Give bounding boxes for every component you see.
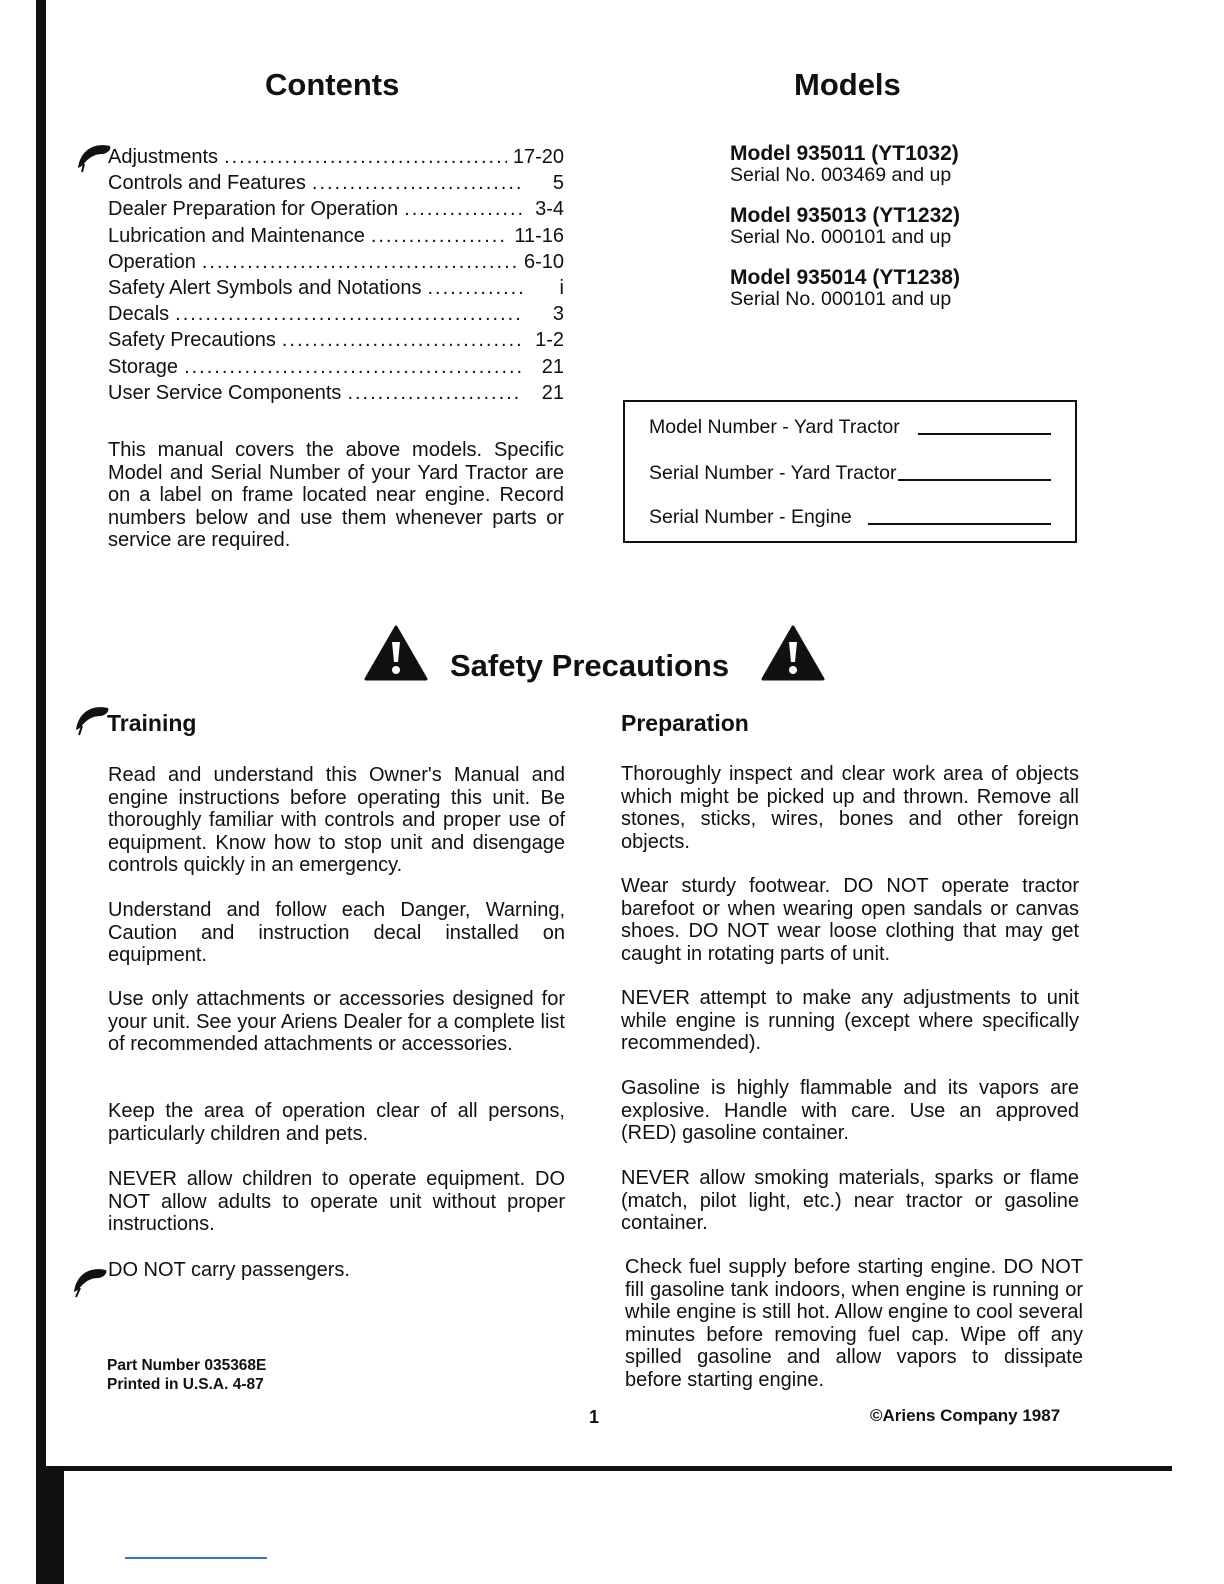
preparation-paragraph: Gasoline is highly flammable and its vapors are explosive. Handle with care. Use an approved (RED) gasoline container. (621, 1077, 1079, 1144)
warning-triangle-icon (761, 624, 825, 682)
warning-triangle-icon (364, 624, 428, 682)
training-paragraph: Keep the area of operation clear of all persons, particularly children and pets. (108, 1100, 565, 1145)
model-serial: Serial No. 000101 and up (730, 288, 952, 310)
model-name: Model 935013 (YT1232) (730, 204, 960, 227)
page-left-edge (36, 0, 46, 1584)
toc-entry[interactable]: Decals ..... 3 (108, 301, 564, 327)
model-name: Model 935014 (YT1238) (730, 266, 960, 289)
preparation-paragraph: Wear sturdy footwear. DO NOT operate tractor barefoot or when wearing open sandals or canvas shoes. DO NOT wear loose clothing that may get caught in rotating parts of unit. (621, 875, 1079, 965)
model-serial: Serial No. 003469 and up (730, 164, 952, 186)
toc-entry[interactable]: Operation ..... 6-10 (108, 249, 564, 275)
model-entry (730, 267, 1050, 310)
training-paragraph: Use only attachments or accessories designed for your unit. See your Ariens Dealer for a complete list of recommended attachments or accessories. (108, 988, 565, 1055)
safety-title: Safety Precautions (450, 648, 730, 683)
contents-title: Contents (265, 67, 400, 102)
record-blank-line[interactable] (918, 433, 1051, 435)
record-row-serial-engine (649, 506, 1051, 529)
model-serial: Serial No. 000101 and up (730, 226, 952, 248)
copyright: ©Ariens Company 1987 (870, 1406, 1061, 1425)
record-row-model-number (649, 416, 1051, 439)
scan-blue-line (125, 1557, 267, 1559)
models-title: Models (794, 67, 901, 102)
model-entry (730, 205, 1050, 248)
training-paragraph: DO NOT carry passengers. (108, 1259, 350, 1281)
contents-list (108, 144, 564, 406)
toc-entry[interactable]: Dealer Preparation for Operation ..... 3-4 (108, 196, 564, 222)
record-blank-line[interactable] (868, 523, 1051, 525)
training-heading: Training (107, 710, 197, 736)
serial-record-box (623, 400, 1077, 543)
model-name: Model 935011 (YT1032) (730, 142, 959, 165)
printed-date: Printed in U.S.A. 4-87 (107, 1376, 264, 1393)
toc-entry[interactable]: Adjustments ..... 17-20 (108, 144, 564, 170)
training-paragraph: Understand and follow each Danger, Warning, Caution and instruction decal installed on equipment. (108, 899, 565, 966)
toc-entry[interactable]: Safety Alert Symbols and Notations ..... i (108, 275, 564, 301)
page-number: 1 (589, 1407, 600, 1427)
preparation-paragraph: NEVER allow smoking materials, sparks or flame (match, pilot light, etc.) near tractor or gasoline container. (621, 1167, 1079, 1234)
record-row-serial-tractor (649, 462, 1051, 485)
preparation-heading: Preparation (621, 710, 749, 736)
record-label: Serial Number - Yard Tractor (649, 462, 897, 484)
training-paragraph: NEVER allow children to operate equipment. DO NOT allow adults to operate unit without proper instructions. (108, 1168, 565, 1235)
part-number: Part Number 035368E (107, 1357, 267, 1374)
training-paragraph: Read and understand this Owner's Manual and engine instructions before operating this unit. Be thoroughly familiar with controls and proper use of equipment. Know how to stop unit and disengage controls quickly in an emergency. (108, 764, 565, 876)
pen-mark-icon (72, 1262, 112, 1298)
record-label: Serial Number - Engine (649, 506, 852, 528)
page-left-edge-shadow (36, 1470, 64, 1584)
toc-entry[interactable]: Lubrication and Maintenance ..... 11-16 (108, 223, 564, 249)
toc-entry[interactable]: Controls and Features ..... 5 (108, 170, 564, 196)
preparation-paragraph: Thoroughly inspect and clear work area of objects which might be picked up and thrown. Remove all stones, sticks, wires, bones and other foreign objects. (621, 763, 1079, 853)
record-blank-line[interactable] (898, 479, 1051, 481)
preparation-paragraph: NEVER attempt to make any adjustments to unit while engine is running (except where specifically recommended). (621, 987, 1079, 1054)
record-label: Model Number - Yard Tractor (649, 416, 900, 438)
page-bottom-rule (46, 1466, 1172, 1471)
preparation-paragraph: Check fuel supply before starting engine. DO NOT fill gasoline tank indoors, when engine is running or while engine is still hot. Allow engine to cool several minutes before removing fuel cap. Wipe off any spilled gasoline and allow vapors to dissipate before starting engine. (625, 1256, 1083, 1391)
toc-entry[interactable]: Storage ..... 21 (108, 354, 564, 380)
model-entry (730, 143, 1050, 186)
contents-note: This manual covers the above models. Specific Model and Serial Number of your Yard Tractor are on a label on frame located near engine. Record numbers below and use them whenever parts or service are required. (108, 439, 564, 551)
toc-entry[interactable]: User Service Components ..... 21 (108, 380, 564, 406)
toc-entry[interactable]: Safety Precautions ..... 1-2 (108, 327, 564, 353)
